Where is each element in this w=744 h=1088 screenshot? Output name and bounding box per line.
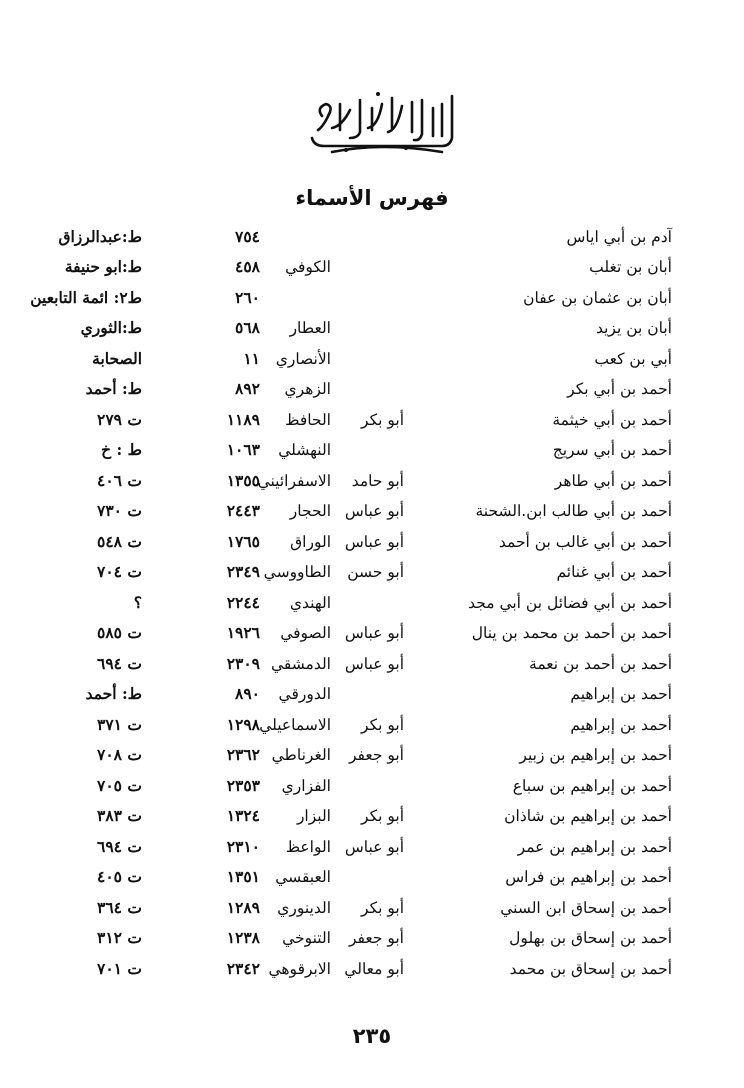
entry-name: آدم بن أبي اياس bbox=[566, 228, 672, 246]
entry-number: ١٣٥٥ bbox=[226, 471, 260, 490]
entry-name: أحمد بن أبي بكر bbox=[567, 380, 672, 398]
entry-kunya: أبو حسن bbox=[347, 563, 404, 581]
entry-kunya: أبو بكر bbox=[361, 411, 404, 429]
entry-name: أبان بن يزيد bbox=[595, 319, 672, 337]
basmala-calligraphy-icon bbox=[302, 86, 462, 156]
entry-nisba: الغرناطي bbox=[271, 746, 331, 764]
entry-reference: الصحابة bbox=[92, 349, 142, 368]
entry-nisba: الابرقوهي bbox=[268, 960, 331, 978]
entry-number: ٨٩٢ bbox=[235, 379, 260, 398]
entry-reference: ت ٣٨٣ bbox=[97, 806, 142, 825]
entry-nisba: العطار bbox=[289, 319, 331, 337]
entry-reference: ت ٧٠٨ bbox=[97, 745, 142, 764]
page-title: فهرس الأسماء bbox=[295, 186, 449, 210]
entry-nisba: الطاووسي bbox=[263, 563, 331, 581]
entry-reference: ط:الثوري bbox=[80, 318, 142, 337]
entry-number: ٧٥٤ bbox=[235, 227, 260, 246]
entry-name: أحمد بن إسحاق بن بهلول bbox=[509, 929, 672, 947]
entry-number: ٢٢٤٤ bbox=[226, 593, 260, 612]
entry-reference: ت ٣٦٤ bbox=[97, 898, 142, 917]
entry-reference: ط:ابو حنيفة bbox=[64, 257, 142, 276]
entry-number: ٢٣٥٣ bbox=[226, 776, 260, 795]
entry-reference: ت ٧٠٥ bbox=[97, 776, 142, 795]
entry-number: ٢٤٤٣ bbox=[226, 501, 260, 520]
entry-number: ١١ bbox=[243, 349, 260, 368]
entry-reference: ط:عبدالرزاق bbox=[58, 227, 142, 246]
entry-name: أحمد بن إبراهيم bbox=[570, 685, 672, 703]
entry-name: أحمد بن إبراهيم bbox=[570, 716, 672, 734]
entry-reference: ت ٧٠١ bbox=[97, 959, 142, 978]
entry-nisba: التنوخي bbox=[282, 929, 331, 947]
entry-name: أبان بن عثمان بن عفان bbox=[523, 289, 672, 307]
entry-reference: ط: أحمد bbox=[85, 684, 142, 703]
entry-nisba: الحجار bbox=[289, 502, 331, 520]
entry-number: ٢٣٠٩ bbox=[226, 654, 260, 673]
entry-reference: ؟ bbox=[133, 593, 142, 612]
table-row bbox=[0, 435, 744, 465]
table-row bbox=[0, 862, 744, 892]
entry-name: أحمد بن أبي سريج bbox=[552, 441, 672, 459]
entry-kunya: أبو بكر bbox=[361, 716, 404, 734]
entry-reference: ت ٥٨٥ bbox=[97, 623, 142, 642]
table-row bbox=[0, 740, 744, 770]
entry-name: أحمد بن أبي فضائل بن أبي مجد bbox=[468, 594, 672, 612]
entry-kunya: أبو عباس bbox=[344, 838, 404, 856]
entry-nisba: الأنصاري bbox=[275, 350, 331, 368]
table-row bbox=[0, 679, 744, 709]
entry-reference: ت ٧٠٤ bbox=[97, 562, 142, 581]
entry-kunya: أبو بكر bbox=[361, 807, 404, 825]
entry-reference: ت ٣٧١ bbox=[97, 715, 142, 734]
entry-name: أحمد بن أبي غالب بن أحمد bbox=[498, 533, 672, 551]
table-row bbox=[0, 252, 744, 282]
entry-number: ١٧٦٥ bbox=[226, 532, 260, 551]
entry-nisba: النهشلي bbox=[278, 441, 331, 459]
entry-nisba: الكوفي bbox=[285, 258, 331, 276]
page-number: ٢٣٥ bbox=[352, 1024, 392, 1048]
entry-nisba: الدورقي bbox=[278, 685, 331, 703]
entry-name: أحمد بن إبراهيم بن سباع bbox=[512, 777, 672, 795]
entry-kunya: أبو بكر bbox=[361, 899, 404, 917]
entry-number: ٢٣١٠ bbox=[226, 837, 260, 856]
table-row bbox=[0, 557, 744, 587]
entry-name: أحمد بن إسحاق ابن السني bbox=[500, 899, 672, 917]
table-row bbox=[0, 313, 744, 343]
entry-kunya: أبو جعفر bbox=[348, 746, 404, 764]
entry-name: أحمد بن أبي طاهر bbox=[554, 472, 672, 490]
entry-name: أحمد بن إسحاق بن محمد bbox=[509, 960, 672, 978]
entry-name: أحمد بن أبي خيثمة bbox=[552, 411, 672, 429]
table-row bbox=[0, 923, 744, 953]
entry-reference: ت ٦٩٤ bbox=[97, 837, 142, 856]
table-row bbox=[0, 618, 744, 648]
entry-kunya: أبو معالي bbox=[344, 960, 404, 978]
table-row bbox=[0, 801, 744, 831]
entry-nisba: الوراق bbox=[290, 533, 331, 551]
entry-nisba: الصوفي bbox=[280, 624, 331, 642]
entry-name: أحمد بن إبراهيم بن فراس bbox=[505, 868, 672, 886]
entry-nisba: الاسماعيلي bbox=[259, 716, 331, 734]
entry-number: ٥٦٨ bbox=[235, 318, 260, 337]
entry-name: أحمد بن أبي طالب ابن.الشحنة bbox=[475, 502, 672, 520]
table-row bbox=[0, 496, 744, 526]
entry-reference: ط: أحمد bbox=[85, 379, 142, 398]
entry-reference: ت ٥٤٨ bbox=[97, 532, 142, 551]
entry-number: ١٢٨٩ bbox=[226, 898, 260, 917]
entry-number: ٢٣٤٢ bbox=[226, 959, 260, 978]
entry-name: أحمد بن أحمد بن نعمة bbox=[529, 655, 672, 673]
entry-nisba: الدمشقي bbox=[270, 655, 331, 673]
table-row bbox=[0, 374, 744, 404]
table-row bbox=[0, 710, 744, 740]
table-row bbox=[0, 222, 744, 252]
entry-name: أبان بن تغلب bbox=[589, 258, 672, 276]
entry-nisba: الفزاري bbox=[281, 777, 331, 795]
entry-kunya: أبو حامد bbox=[351, 472, 404, 490]
entry-nisba: البزار bbox=[296, 807, 331, 825]
table-row bbox=[0, 527, 744, 557]
table-row bbox=[0, 954, 744, 984]
table-row bbox=[0, 405, 744, 435]
entry-nisba: الاسفرائيني bbox=[257, 472, 331, 490]
entry-reference: ت ٣١٢ bbox=[97, 928, 142, 947]
table-row bbox=[0, 283, 744, 313]
entry-kunya: أبو جعفر bbox=[348, 929, 404, 947]
entry-kunya: أبو عباس bbox=[344, 655, 404, 673]
entry-nisba: الدينوري bbox=[277, 899, 331, 917]
entry-name: أبي بن كعب bbox=[594, 350, 672, 368]
table-row bbox=[0, 344, 744, 374]
entry-kunya: أبو عباس bbox=[344, 624, 404, 642]
entry-number: ١٣٢٤ bbox=[226, 806, 260, 825]
entry-name: أحمد بن إبراهيم بن عمر bbox=[517, 838, 672, 856]
table-row bbox=[0, 771, 744, 801]
entry-number: ١٩٢٦ bbox=[226, 623, 260, 642]
entry-reference: ت ٤٠٥ bbox=[97, 867, 142, 886]
entry-nisba: الزهري bbox=[284, 380, 331, 398]
entry-number: ٤٥٨ bbox=[235, 257, 260, 276]
entry-reference: ت ٤٠٦ bbox=[97, 471, 142, 490]
table-row bbox=[0, 893, 744, 923]
entry-nisba: الهندي bbox=[289, 594, 331, 612]
entry-reference: ت ٢٧٩ bbox=[97, 410, 142, 429]
entry-name: أحمد بن إبراهيم بن شاذان bbox=[504, 807, 672, 825]
table-row bbox=[0, 588, 744, 618]
entry-name: أحمد بن أبي غنائم bbox=[556, 563, 672, 581]
entry-name: أحمد بن إبراهيم بن زبير bbox=[519, 746, 672, 764]
entry-nisba: العبقسي bbox=[275, 868, 331, 886]
table-row bbox=[0, 832, 744, 862]
entry-nisba: الحافظ bbox=[285, 411, 331, 429]
entry-number: ٨٩٠ bbox=[235, 684, 260, 703]
table-row bbox=[0, 466, 744, 496]
entry-reference: ت ٦٩٤ bbox=[97, 654, 142, 673]
entry-number: ٢٦٠ bbox=[235, 288, 260, 307]
entry-number: ١٣٥١ bbox=[226, 867, 260, 886]
table-row bbox=[0, 649, 744, 679]
entry-number: ٢٣٦٢ bbox=[226, 745, 260, 764]
entry-kunya: أبو عباس bbox=[344, 502, 404, 520]
entry-nisba: الواعظ bbox=[285, 838, 331, 856]
entry-number: ٢٣٤٩ bbox=[226, 562, 260, 581]
entry-number: ١٢٣٨ bbox=[226, 928, 260, 947]
entry-name: أحمد بن أحمد بن محمد بن ينال bbox=[471, 624, 672, 642]
entry-reference: ت ٧٣٠ bbox=[97, 501, 142, 520]
entry-number: ١٢٩٨ bbox=[226, 715, 260, 734]
entry-reference: ط : خ bbox=[101, 440, 142, 459]
entry-number: ١٠٦٣ bbox=[226, 440, 260, 459]
entry-number: ١١٨٩ bbox=[226, 410, 260, 429]
entry-reference: ط٢: ائمة التابعين bbox=[30, 288, 142, 307]
entry-kunya: أبو عباس bbox=[344, 533, 404, 551]
